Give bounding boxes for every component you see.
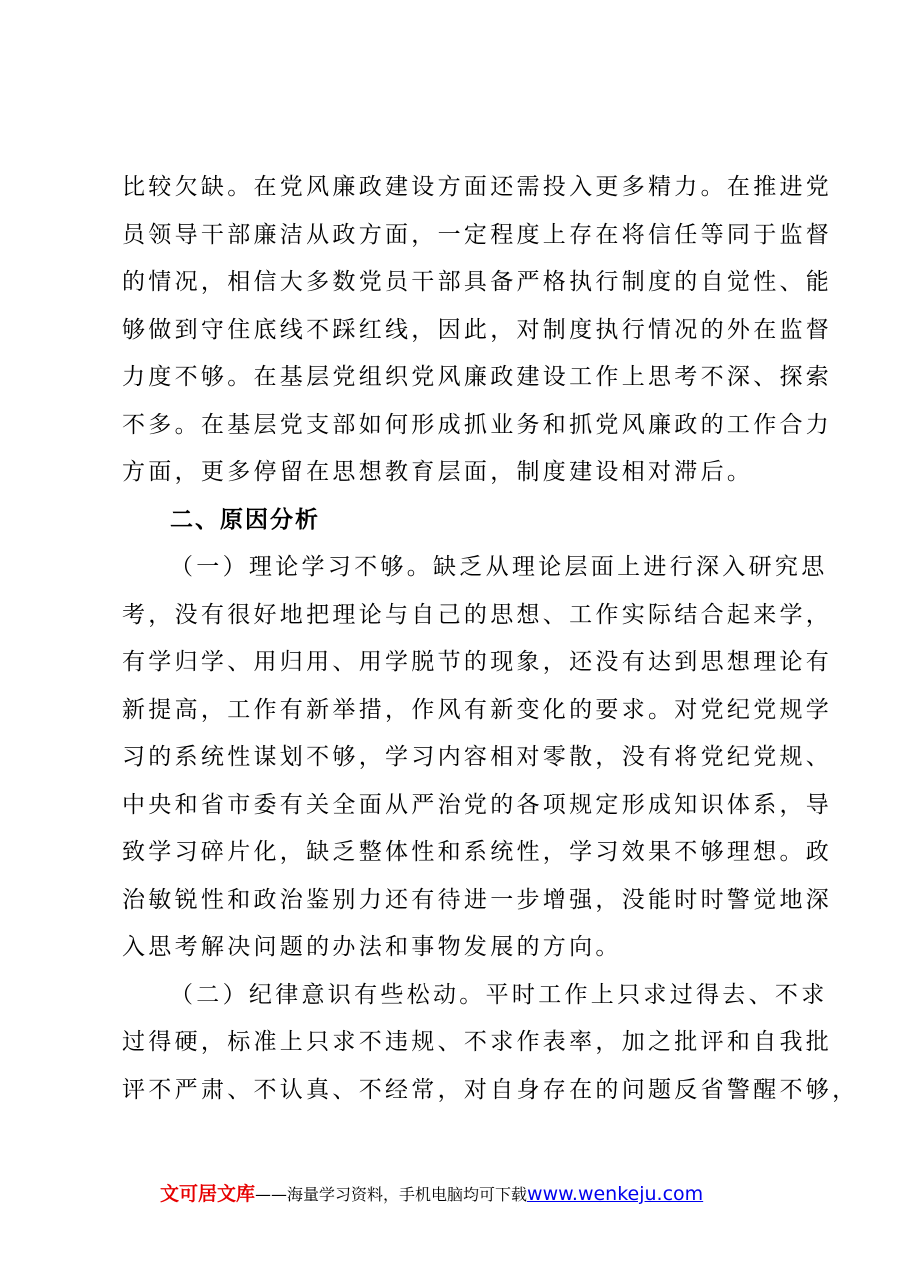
section-heading: 二、原因分析 [170,506,320,533]
footer-slogan: ——海量学习资料，手机电脑均可下载 [255,1185,528,1204]
paragraph-line: 比较欠缺。在党风廉政建设方面还需投入更多精力。在推进党 [122,174,833,200]
paragraph-line: 够做到守住底线不踩红线，因此，对制度执行情况的外在监督 [122,316,833,343]
paragraph-line: （一）理论学习不够。缺乏从理论层面上进行深入研究思 [170,554,828,580]
paragraph-line: 力度不够。在基层党组织党风廉政建设工作上思考不深、探索 [122,364,833,390]
paragraph-line: 过得硬，标准上只求不违规、不求作表率，加之批评和自我批 [122,1029,833,1055]
paragraph-line: 新提高，工作有新举措，作风有新变化的要求。对党纪党规学 [122,696,833,723]
paragraph-line: 入思考解决问题的办法和事物发展的方向。 [122,934,622,960]
footer-brand: 文可居文库 [160,1183,256,1205]
paragraph-line: （二）纪律意识有些松动。平时工作上只求过得去、不求 [170,981,828,1008]
paragraph-line: 方面，更多停留在思想教育层面，制度建设相对滞后。 [122,459,754,485]
paragraph-line: 致学习碎片化，缺乏整体性和系统性，学习效果不够理想。政 [122,839,833,865]
paragraph-line: 中央和省市委有关全面从严治党的各项规定形成知识体系，导 [122,791,833,818]
paragraph-line: 考，没有很好地把理论与自己的思想、工作实际结合起来学， [122,601,833,628]
document-body [122,164,859,1114]
paragraph-line: 评不严肃、不认真、不经常，对自身存在的问题反省警醒不够， [122,1076,859,1103]
paragraph-line: 有学归学、用归用、用学脱节的现象，还没有达到思想理论有 [122,649,833,675]
paragraph-line: 不多。在基层党支部如何形成抓业务和抓党风廉政的工作合力 [122,411,833,438]
paragraph-line: 治敏锐性和政治鉴别力还有待进一步增强，没能时时警觉地深 [122,886,833,913]
paragraph-line: 员领导干部廉洁从政方面，一定程度上存在将信任等同于监督 [122,221,833,248]
paragraph-line: 的情况，相信大多数党员干部具备严格执行制度的自觉性、能 [122,269,833,295]
footer-link[interactable]: www.wenkeju.com [527,1183,704,1205]
paragraph-line: 习的系统性谋划不够，学习内容相对零散，没有将党纪党规、 [122,744,833,770]
footer-banner [160,1182,703,1207]
